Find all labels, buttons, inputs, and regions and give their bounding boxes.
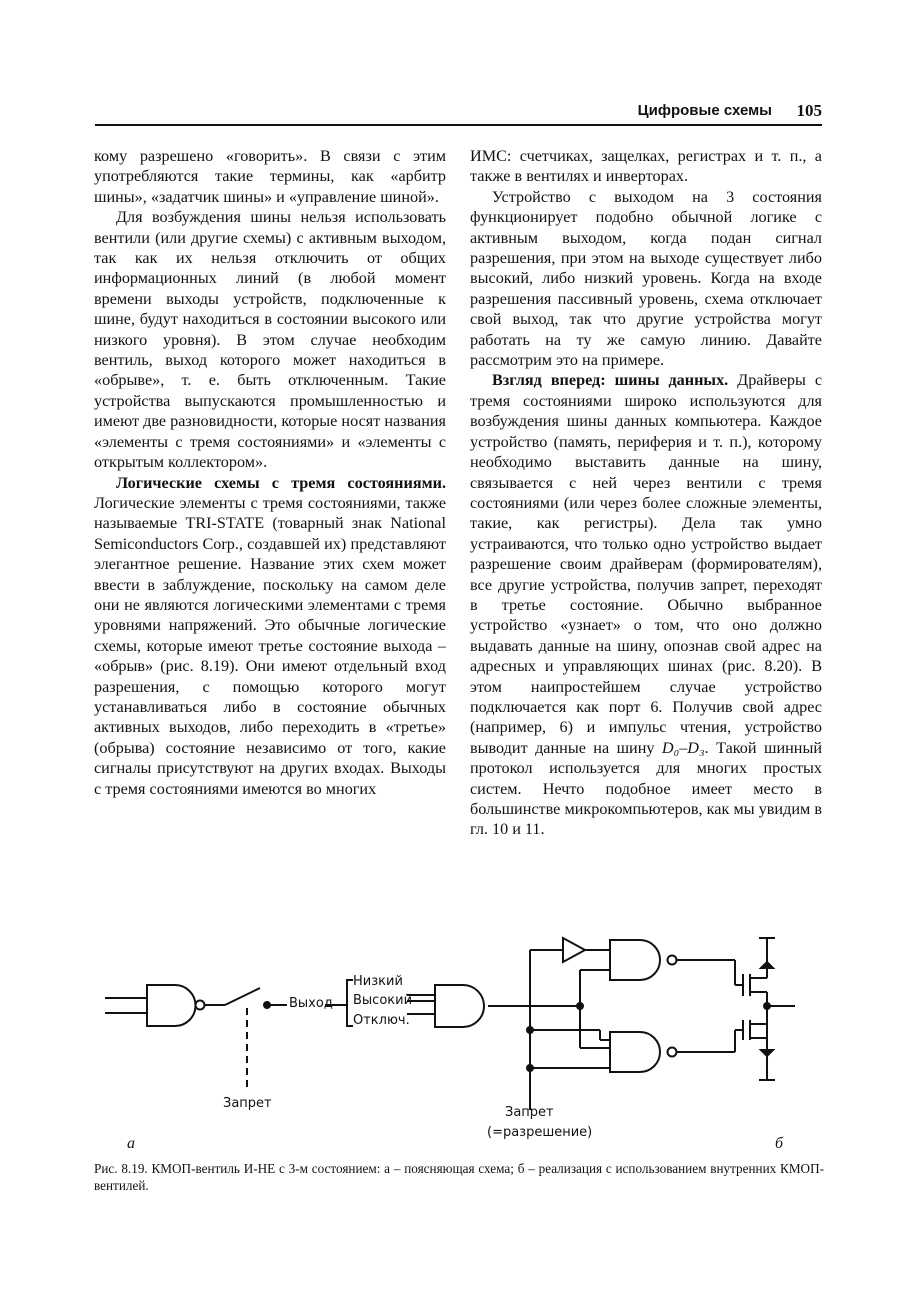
state-label-off: Отключ. (353, 1013, 410, 1028)
subfigure-label-a: а (127, 1135, 135, 1152)
output-label: Выход (289, 996, 333, 1011)
subfigure-label-b: б (775, 1135, 784, 1152)
paragraph: кому разрешено «говорить». В связи с этим употребляются такие термины, как «арбитр шины», «задатчик шины» и «управление шиной». (94, 147, 446, 206)
paragraph-text: Драйверы с тремя состояниями широко используются для возбуждения шины данных компьютера. Каждое устройство (память, периферия и т. п.), которому необходимо выставить данные на шину, связывается с ней через вентили с тремя состояниями (или через более сложные элементы, такие, как регистры). Дела так умно устраиваются, что только одно устройство выдает разрешение своим драйверам (формирователям), все другие устройства, получив запрет, переходят в третье состояние. Обычно выбранное устройство «узнает» о том, что оно должно выдавать данные на шину, опознав свой адрес на адресных и управляющих шинах (рис. 8.20). В этом наипростейшем случае устройство подключается как порт 6. Получив свой адрес (например, 6) и импульс чтения, устройство выводит данные на шину (470, 371, 823, 757)
nand-gate-a (147, 985, 196, 1026)
inhibit-label-b: Запрет (505, 1105, 554, 1120)
paragraph: Для возбуждения шины нельзя использовать вентили (или другие схемы) с активным выходом, так как их нельзя отключить от общих информационных линий (в любой момент времени выходы устройств, подключенные к шине, будут находиться в состоянии высокого или низкого уровня). В этом случае необходим вентиль, выход которого может находиться в «обрыве», т. е. быть отключенным. Такие устройства выпускаются промышленностью и имеют две разновидности, которые носят названия «элементы с тремя состояниями» и «элементы с открытым коллектором». (94, 208, 446, 472)
inverter-bubble-a (196, 1001, 205, 1010)
paragraph: Устройство с выходом на 3 состояния функционирует подобно обычной логике с активным выходом, когда подан сигнал разрешения, при этом на выходе существует либо высокий, либо низкий уровень. Когда на входе разрешения пассивный уровень, схема отключает свой выход, так что другие устройства могут работать на ту же самую линию. Давайте рассмотрим это на примере. (470, 187, 822, 370)
paragraph-text: Логические элементы с тремя состояниями, также называемые TRI-STATE (товарный знак National Semiconductors Corp., создавшей их) представляют элегантное решение. Название этих схем может ввести в заблуждение, поскольку на самом деле они не являются логическими элементами с тремя уровнями напряжений. Это обычные логические схемы, которые имеют третье состояние выхода – «обрыв» (рис. 8.19). Они имеют отдельный вход разрешения, с помощью которого могут устанавливаться либо в состояние обычных активных выходов, либо переходить в «третье» (обрыва) состояние независимо от того, какие сигналы присутствуют на других входах. Выходы с тремя состояниями имеются во многих (94, 493, 446, 798)
pmos-arrow (761, 962, 773, 968)
section-heading: Логические схемы с тремя состояниями. (116, 473, 446, 492)
inverter-bubble-lower (668, 1048, 677, 1057)
enable-label: (=разрешение) (487, 1125, 593, 1140)
schematic-diagram (95, 930, 825, 1160)
schematic-b (488, 938, 795, 1110)
figure-caption: Рис. 8.19. КМОП-вентиль И-НЕ с 3-м состоянием: а – поясняющая схема; б – реализация с использованием внутренних КМОП-вентилей. (94, 1161, 824, 1193)
nand-gate-upper (610, 940, 660, 980)
paragraph: ИМС: счетчиках, защелках, регистрах и т. п., а также в вентилях и инверторах. (470, 147, 822, 186)
bus-lines-symbol: D₀–D₃ (661, 738, 705, 757)
junction (527, 1027, 533, 1033)
paragraph (470, 370, 822, 839)
left-column (94, 146, 446, 799)
right-column (470, 146, 822, 840)
inverter-buffer (563, 938, 585, 962)
section-heading: Взгляд вперед: шины данных. (492, 371, 729, 390)
page-header (95, 100, 822, 126)
junction (764, 1003, 770, 1009)
figure-8-19 (95, 930, 825, 1160)
nand-gate-load (435, 985, 484, 1027)
nmos-arrow (761, 1050, 773, 1056)
page-number: 105 (796, 101, 822, 120)
junction (527, 1065, 533, 1071)
switch-terminal (264, 1002, 270, 1008)
switch-contact (225, 988, 260, 1005)
paragraph-text: . Такой шинный протокол используется для многих простых систем. Нечто подобное имеет место в большинстве микрокомпьютеров, как мы увидим в гл. 10 и 11. (470, 738, 822, 839)
inverter-bubble-upper (668, 956, 677, 965)
inhibit-label-a: Запрет (223, 1096, 272, 1111)
nor-gate-lower (610, 1032, 660, 1072)
state-label-high: Высокий (353, 993, 413, 1008)
paragraph (94, 473, 446, 800)
state-label-low: Низкий (353, 974, 403, 989)
running-head: Цифровые схемы (637, 102, 772, 119)
